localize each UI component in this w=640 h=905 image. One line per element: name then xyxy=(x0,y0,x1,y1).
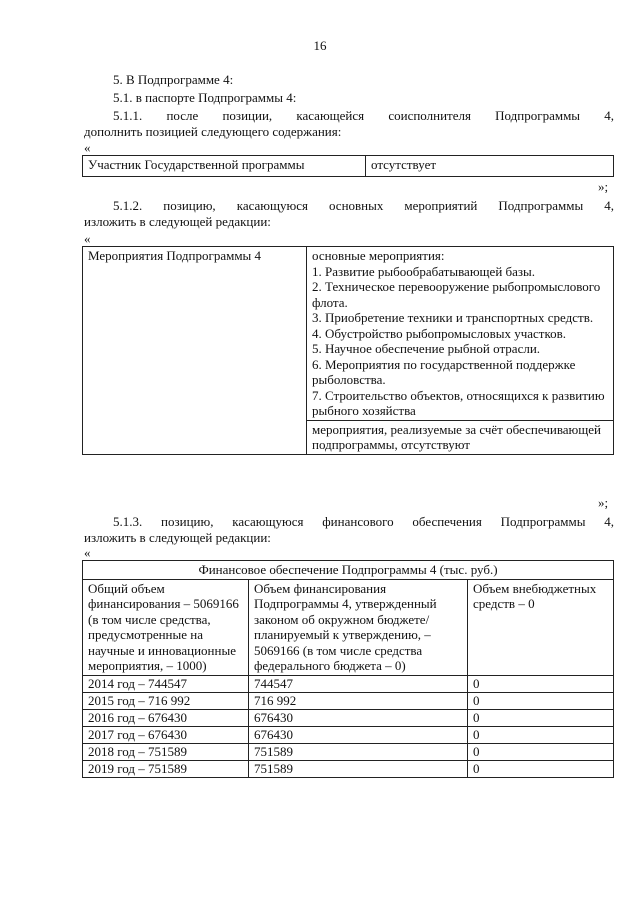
table-row xyxy=(83,675,614,692)
financing-extrabudget-cell: 0 xyxy=(468,692,614,709)
financing-title: Финансовое обеспечение Подпрограммы 4 (тыс. руб.) xyxy=(83,561,614,580)
financing-extrabudget-cell: 0 xyxy=(468,726,614,743)
section-heading: 5. В Подпрограмме 4: xyxy=(113,72,234,87)
activities-item: 5. Научное обеспечение рыбной отрасли. xyxy=(312,341,541,356)
activities-list xyxy=(307,247,614,421)
financing-budget-cell: 751589 xyxy=(249,760,468,777)
paragraph-5-1-3-line1: 5.1.3. позицию, касающуюся финансового обеспечения Подпрограммы 4, xyxy=(113,514,614,529)
financing-header-total: Общий объем финансирования – 5069166 (в том числе средства, предусмотренные на научные и инновационные мероприятия, – 1000) xyxy=(83,579,249,675)
financing-year-cell: 2015 год – 716 992 xyxy=(83,692,249,709)
activities-item: 1. Развитие рыбообрабатывающей базы. xyxy=(312,263,536,279)
table-row xyxy=(83,743,614,760)
quote-close-1: »; xyxy=(598,179,609,194)
activities-item: 4. Обустройство рыбопромысловых участков. xyxy=(312,325,567,341)
activities-item: 3. Приобретение техники и транспортных средств. xyxy=(312,310,594,325)
financing-header-extrabudget: Объем внебюджетных средств – 0 xyxy=(468,579,614,675)
financing-budget-cell: 716 992 xyxy=(249,692,468,709)
quote-open-3: « xyxy=(84,545,91,560)
financing-table xyxy=(82,560,614,778)
paragraph-5-1-2-line1: 5.1.2. позицию, касающуюся основных мероприятий Подпрограммы 4, xyxy=(113,198,614,213)
paragraph-5-1-3-line2: изложить в следующей редакции: xyxy=(84,530,271,545)
financing-budget-cell: 744547 xyxy=(249,675,468,692)
financing-year-cell: 2017 год – 676430 xyxy=(83,726,249,743)
activities-extra: мероприятия, реализуемые за счёт обеспечивающей подпрограммы, отсутствуют xyxy=(307,420,614,454)
financing-year-cell: 2016 год – 676430 xyxy=(83,709,249,726)
financing-year-cell: 2019 год – 751589 xyxy=(83,760,249,777)
page-number: 16 xyxy=(313,38,327,53)
table-row xyxy=(83,692,614,709)
activities-label: Мероприятия Подпрограммы 4 xyxy=(83,247,307,455)
financing-extrabudget-cell: 0 xyxy=(468,675,614,692)
quote-close-2: »; xyxy=(598,495,609,510)
table-row xyxy=(83,709,614,726)
financing-budget-cell: 676430 xyxy=(249,709,468,726)
financing-extrabudget-cell: 0 xyxy=(468,709,614,726)
activities-item: 2. Техническое перевооружение рыбопромыслового флота. xyxy=(312,279,601,310)
paragraph-5-1-2-line2: изложить в следующей редакции: xyxy=(84,214,271,229)
participant-value: отсутствует xyxy=(366,156,614,177)
activities-item: основные мероприятия: xyxy=(312,248,445,263)
paragraph-5-1-1-line2: дополнить позицией следующего содержания: xyxy=(84,124,342,139)
financing-budget-cell: 751589 xyxy=(249,743,468,760)
activities-table xyxy=(82,246,614,455)
participant-label: Участник Государственной программы xyxy=(83,156,366,177)
quote-open-2: « xyxy=(84,231,91,246)
financing-year-cell: 2014 год – 744547 xyxy=(83,675,249,692)
paragraph-5-1: 5.1. в паспорте Подпрограммы 4: xyxy=(113,90,297,105)
participant-table xyxy=(82,155,614,177)
financing-extrabudget-cell: 0 xyxy=(468,743,614,760)
financing-extrabudget-cell: 0 xyxy=(468,760,614,777)
activities-item: 7. Строительство объектов, относящихся к развитию рыбного хозяйства xyxy=(312,387,605,418)
quote-open-1: « xyxy=(84,140,91,155)
financing-year-cell: 2018 год – 751589 xyxy=(83,743,249,760)
paragraph-5-1-1-line1: 5.1.1. после позиции, касающейся соисполнителя Подпрограммы 4, xyxy=(113,108,614,123)
table-row xyxy=(83,760,614,777)
financing-header-budget: Объем финансирования Подпрограммы 4, утвержденный законом об окружном бюджете/планируемый к утверждению, – 5069166 (в том числе средства федерального бюджета – 0) xyxy=(249,579,468,675)
financing-budget-cell: 676430 xyxy=(249,726,468,743)
table-row xyxy=(83,726,614,743)
activities-item: 6. Мероприятия по государственной поддержке рыболовства. xyxy=(312,356,576,387)
